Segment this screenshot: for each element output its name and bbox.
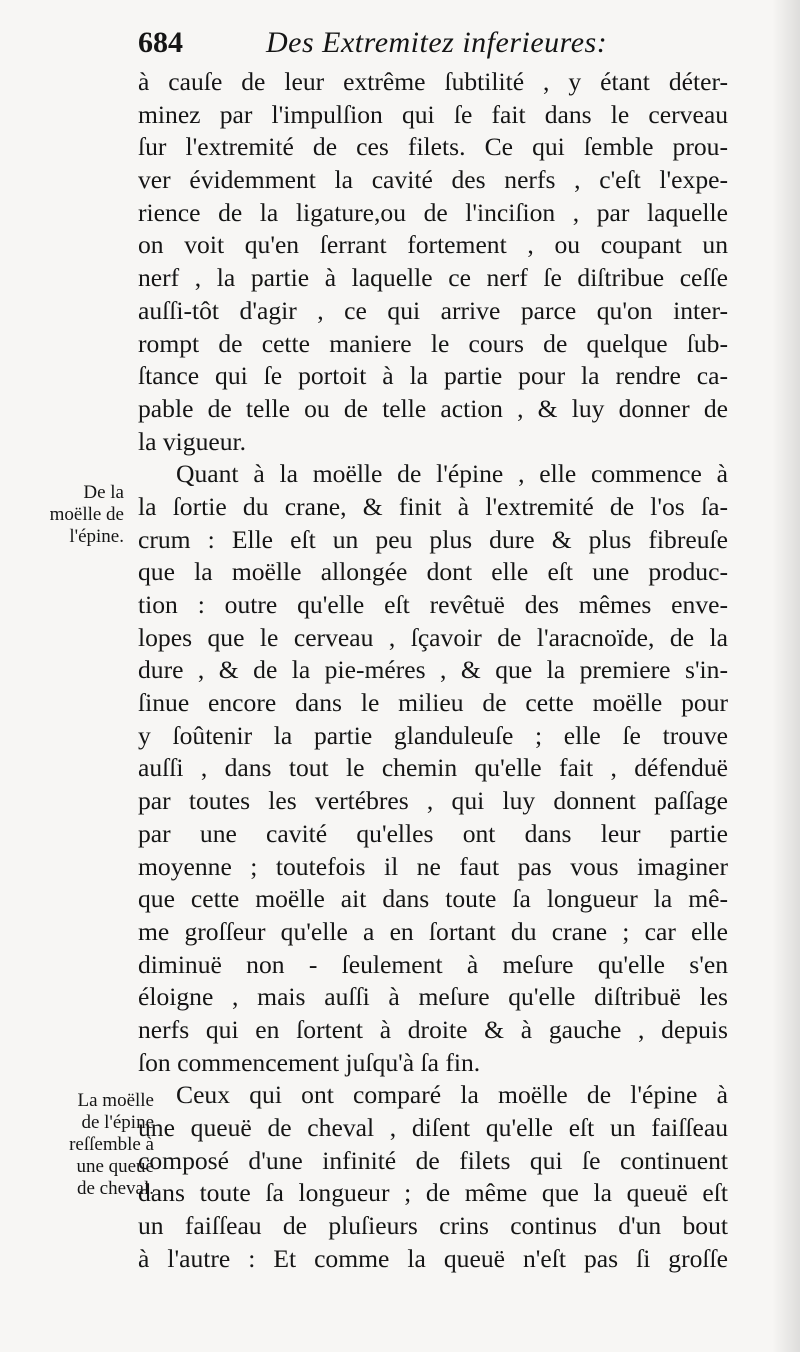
text-line: à cauſe de leur extrême ſubtilité , y étant déter- xyxy=(138,67,728,96)
text-line: nerf , la partie à laquelle ce nerf ſe diſtribue ceſſe xyxy=(138,263,728,293)
text-line: Ceux qui ont comparé la moëlle de l'épine à xyxy=(176,1080,728,1110)
margin-note-line: une queuë xyxy=(76,1156,154,1177)
text-line: par toutes les vertébres , qui luy donnent paſſage xyxy=(138,786,728,816)
text-line: ſon commencement juſqu'à ſa fin. xyxy=(138,1047,481,1077)
text-line: éloigne , mais auſſi à meſure qu'elle diſtribuë les xyxy=(138,982,728,1012)
text-line: moyenne ; toutefois il ne faut pas vous imaginer xyxy=(138,851,728,881)
text-line: ſinue encore dans le milieu de cette moëlle pour xyxy=(138,688,728,718)
margin-note-horse-tail xyxy=(10,1090,154,1200)
text-line: ſur l'extremité de ces filets. Ce qui ſemble prou- xyxy=(138,132,728,162)
text-line: pable de telle ou de telle action , & luy donner de xyxy=(138,393,728,423)
text-line: minez par l'impulſion qui ſe fait dans le cerveau xyxy=(138,99,728,129)
text-line: y ſoûtenir la partie glanduleuſe ; elle ſe trouve xyxy=(138,720,728,750)
text-line: composé d'une infinité de filets qui ſe continuent xyxy=(138,1145,728,1175)
text-line: dure , & de la pie-méres , & que la premiere s'in- xyxy=(138,655,728,685)
text-line: par une cavité qu'elles ont dans leur partie xyxy=(138,818,728,848)
text-line: à l'autre : Et comme la queuë n'eſt pas ſi groſſe xyxy=(138,1243,728,1273)
text-line: lopes que le cerveau , ſçavoir de l'aracnoïde, de la xyxy=(138,622,728,652)
text-line: dans toute ſa longueur ; de même que la queuë eſt xyxy=(138,1178,728,1208)
text-line: diminuë non - ſeulement à meſure qu'elle s'en xyxy=(138,949,728,979)
text-line: auſſi , dans tout le chemin qu'elle fait , défenduë xyxy=(138,753,728,783)
text-line: tion : outre qu'elle eſt revêtuë des mêmes enve- xyxy=(138,590,728,619)
text-line: un faiſſeau de pluſieurs crins continus d'un bout xyxy=(138,1211,728,1241)
page-header xyxy=(138,26,608,66)
text-line: crum : Elle eſt un peu plus dure & plus fibreuſe xyxy=(138,524,728,554)
margin-note-spine-marrow xyxy=(20,482,124,548)
margin-note-line: l'épine. xyxy=(69,526,124,547)
text-line: la vigueur. xyxy=(138,426,247,456)
body-text xyxy=(138,66,728,1275)
text-line: me groſſeur qu'elle a en ſortant du crane ; car elle xyxy=(138,916,728,946)
text-line: auſſi-tôt d'agir , ce qui arrive parce qu'on inter- xyxy=(138,295,728,325)
page-edge-shadow xyxy=(772,0,800,1352)
margin-note-line: de l'épine xyxy=(81,1112,154,1133)
text-line: nerfs qui en ſortent à droite & à gauche , depuis xyxy=(138,1014,728,1044)
text-line: rompt de cette maniere le cours de quelque ſub- xyxy=(138,328,728,358)
margin-note-line: reſſemble à xyxy=(69,1134,154,1155)
text-line: rience de la ligature,ou de l'inciſion , par laquelle xyxy=(138,197,728,227)
margin-note-line: La moëlle xyxy=(77,1090,154,1111)
text-line: on voit qu'en ſerrant fortement , ou coupant un xyxy=(138,230,728,260)
margin-note-line: de cheval. xyxy=(76,1178,154,1199)
margin-note-line: moëlle de xyxy=(49,504,124,525)
text-line: ſtance qui ſe portoit à la partie pour la rendre ca- xyxy=(138,361,728,391)
text-line: la ſortie du crane, & finit à l'extremité de l'os ſa- xyxy=(138,491,728,521)
margin-note-line: De la xyxy=(83,482,124,503)
page-number: 684 xyxy=(138,26,183,59)
text-line: Quant à la moëlle de l'épine , elle commence à xyxy=(176,459,728,489)
text-line: que cette moëlle ait dans toute ſa longueur la mê- xyxy=(138,884,728,914)
text-line: que la moëlle allongée dont elle eſt une produc- xyxy=(138,557,728,587)
running-title: Des Extremitez inferieures: xyxy=(266,26,608,59)
text-line: ver évidemment la cavité des nerfs , c'eſt l'expe- xyxy=(138,165,728,195)
text-line: une queuë de cheval , diſent qu'elle eſt un faiſſeau xyxy=(138,1113,728,1142)
